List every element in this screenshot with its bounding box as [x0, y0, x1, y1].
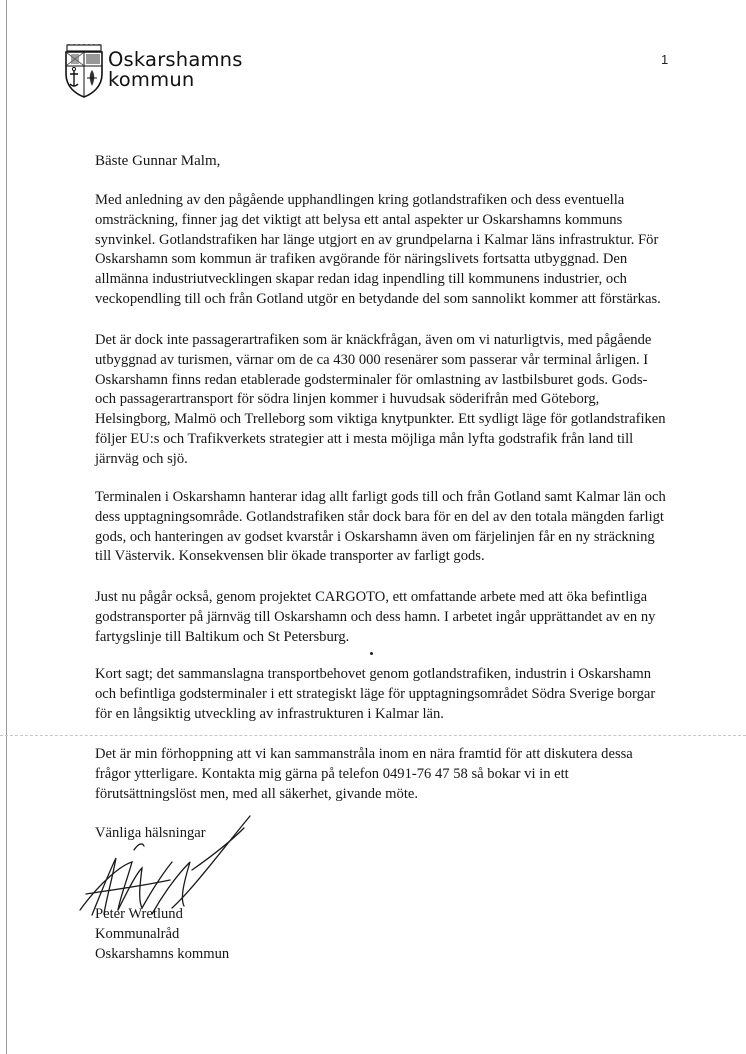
text-line: dess upptagningsområde. Gotlandstrafiken står dock bara för en del av den totala mängden farligt: [95, 508, 664, 525]
paragraph-1: [95, 191, 695, 310]
text-line: Kort sagt; det sammanslagna transportbehovet genom gotlandstrafiken, industrin i Oskarshamn: [95, 666, 652, 682]
text-line: och passagerartransport för södra linjen kommer i huvudsak söderifrån med Göteborg,: [95, 391, 600, 408]
text-line: synvinkel. Gotlandstrafiken har länge utgjort en av grundpelarna i Kalmar läns infrastruktur. För: [95, 231, 659, 248]
signer-name: Peter Wretlund: [95, 906, 183, 922]
text-line: Med anledning av den pågående upphandlingen kring gotlandstrafiken och dess eventuella: [95, 192, 625, 208]
text-line: godstransporter på järnväg till Oskarshamn och dess hamn. I arbetet ingår upprättandet av en ny: [95, 608, 656, 625]
page-number: 1: [661, 52, 669, 67]
text-line: Just nu pågår också, genom projektet CARGOTO, ett omfattande arbete med att öka befintliga: [95, 589, 648, 605]
logo-line-kommun: kommun: [108, 68, 195, 91]
text-line: förutsättningslöst men, med all säkerhet, givande möte.: [95, 785, 419, 802]
text-line: utbyggnad av turismen, värnar om de ca 430 000 resenärer som passerar vår terminal årligen. I: [95, 351, 649, 368]
letterhead: [62, 44, 262, 96]
logo-line-oskarshamns: Oskarshamns: [108, 48, 243, 71]
handwritten-signature: [72, 810, 262, 920]
text-line: och befintliga godsterminaler i ett strategiskt läge för upptagningsområdet Södra Sverige borgar: [95, 685, 656, 702]
scan-speck: [370, 652, 373, 655]
scan-artifact-line: [0, 735, 746, 736]
paragraph-2: [95, 331, 695, 470]
text-line: Det är min förhoppning att vi kan sammanstråla inom en nära framtid för att diskutera dessa: [95, 746, 633, 762]
text-line: frågor ytterligare. Kontakta mig gärna på telefon 0491-76 47 58 så bokar vi in ett: [95, 765, 569, 782]
paragraph-6: [95, 745, 695, 804]
text-line: följer EU:s och Trafikverkets strategier att i mesta möjliga mån lyfta godstrafik från land till: [95, 430, 634, 447]
paragraph-3: [95, 488, 695, 567]
letter-greeting: Bäste Gunnar Malm,: [95, 153, 221, 169]
text-line: fartygslinje till Baltikum och St Petersburg.: [95, 628, 350, 645]
text-line: Helsingborg, Malmö och Trelleborg som viktiga knytpunkter. Ett sydligt läge för gotlandstrafiken: [95, 411, 666, 428]
municipality-logo-text: [108, 50, 243, 90]
text-line: omsträckning, finner jag det viktigt att belysa ett antal aspekter ur Oskarshamns kommuns: [95, 211, 623, 228]
text-line: veckopendling till och från Gotland utgör en betydande del som sannolikt kommer att förstärkas.: [95, 290, 661, 307]
text-line: till Västervik. Konsekvensen blir ökade transporter av farligt gods.: [95, 548, 485, 565]
text-line: Oskarshamn finns redan etablerade godsterminaler för omlastning av lastbilsburet gods. Gods-: [95, 371, 648, 388]
coat-of-arms-icon: [62, 44, 106, 98]
text-line: Det är dock inte passagerartrafiken som är knäckfrågan, även om vi naturligtvis, med pågående: [95, 332, 652, 348]
text-line: för en långsiktig utveckling av infrastrukturen i Kalmar län.: [95, 705, 444, 722]
page-edge-line: [6, 0, 7, 1054]
paragraph-4: [95, 588, 695, 647]
text-line: allmänna industriutvecklingen skapar redan idag inpendling till kommunens industrier, och: [95, 271, 627, 288]
text-line: Oskarshamn som kommun är trafiken avgörande för näringslivets fortsatta utbyggnad. Den: [95, 251, 628, 268]
text-line: Terminalen i Oskarshamn hanterar idag allt farligt gods till och från Gotland samt Kalmar län och: [95, 489, 666, 505]
text-line: järnväg och sjö.: [95, 450, 188, 467]
paragraph-5: [95, 665, 695, 724]
letter-closing: Vänliga hälsningar: [95, 825, 206, 841]
text-line: gods, och hanteringen av godset kvarstår i Oskarshamn även om färjelinjen får en ny sträckning: [95, 528, 655, 545]
signer-organization: Oskarshamns kommun: [95, 946, 230, 962]
signer-title: Kommunalråd: [95, 926, 180, 942]
